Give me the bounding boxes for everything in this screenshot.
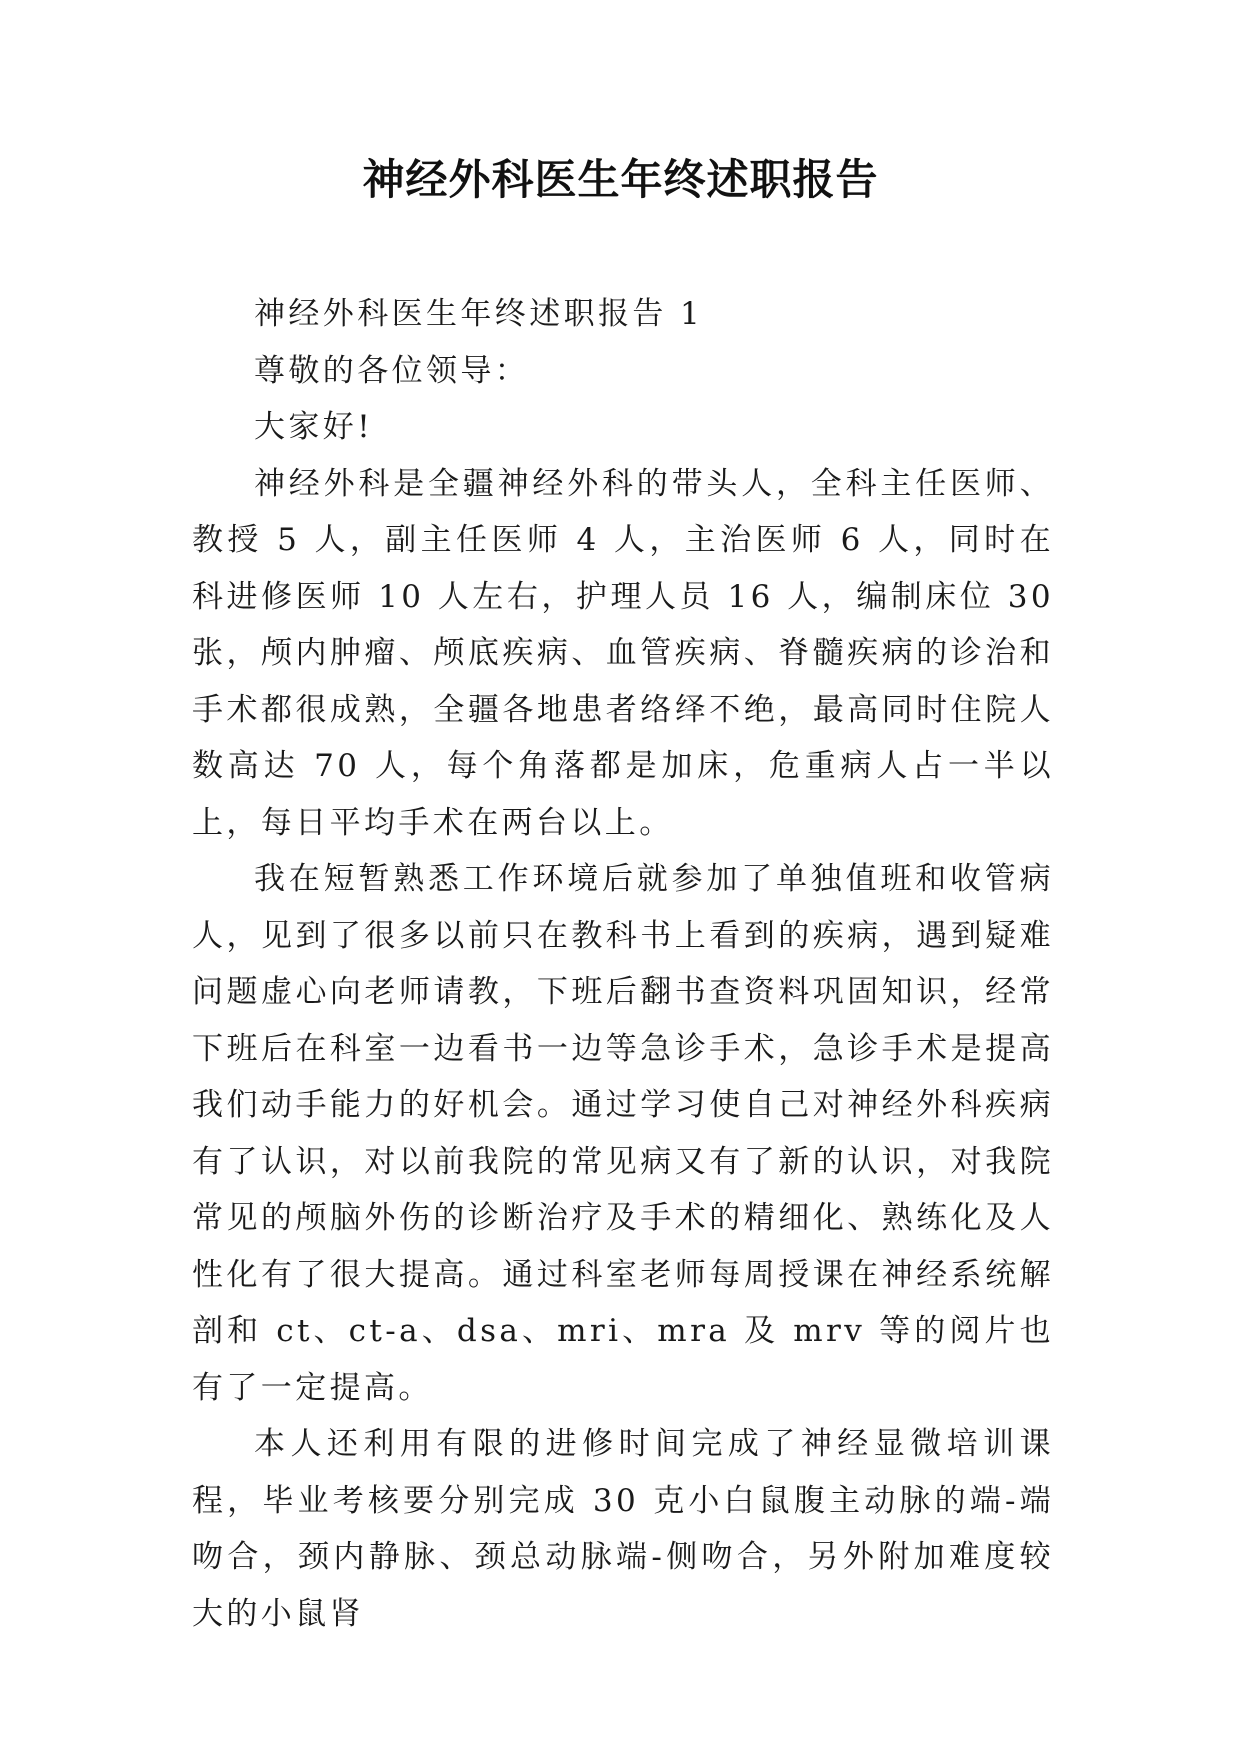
document-body [192, 286, 1054, 1642]
paragraph-work-experience: 我在短暂熟悉工作环境后就参加了单独值班和收管病人，见到了很多以前只在教科书上看到的疾病，遇到疑难问题虚心向老师请教，下班后翻书查资料巩固知识，经常下班后在科室一边看书一边等急诊手术，急诊手术是提高我们动手能力的好机会。通过学习使自己对神经外科疾病有了认识，对以前我院的常见病又有了新的认识，对我院常见的颅脑外伤的诊断治疗及手术的精细化、熟练化及人性化有了很大提高。通过科室老师每周授课在神经系统解剖和 ct、ct-a、dsa、mri、mra 及 mrv 等的阅片也有了一定提高。 [192, 861, 1054, 1406]
document-title: 神经外科医生年终述职报告 [362, 155, 879, 204]
paragraph-department-overview: 神经外科是全疆神经外科的带头人，全科主任医师、教授 5 人，副主任医师 4 人，主治医师 6 人，同时在科进修医师 10 人左右，护理人员 16 人，编制床位 30 张，颅内肿瘤、颅底疾病、血管疾病、脊髓疾病的诊治和手术都很成熟，全疆各地患者络绎不绝，最高同时住院人数高达 70 人，每个角落都是加床，危重病人占一半以上，每日平均手术在两台以上。 [192, 465, 1054, 841]
paragraph-microsurgery-training: 本人还利用有限的进修时间完成了神经显微培训课程，毕业考核要分别完成 30 克小白鼠腹主动脉的端-端吻合，颈内静脉、颈总动脉端-侧吻合，另外附加难度较大的小鼠肾 [192, 1426, 1054, 1632]
greeting-line: 大家好! [254, 409, 374, 445]
report-heading-line: 神经外科医生年终述职报告 1 [254, 296, 704, 332]
salutation-line: 尊敬的各位领导： [254, 352, 530, 389]
